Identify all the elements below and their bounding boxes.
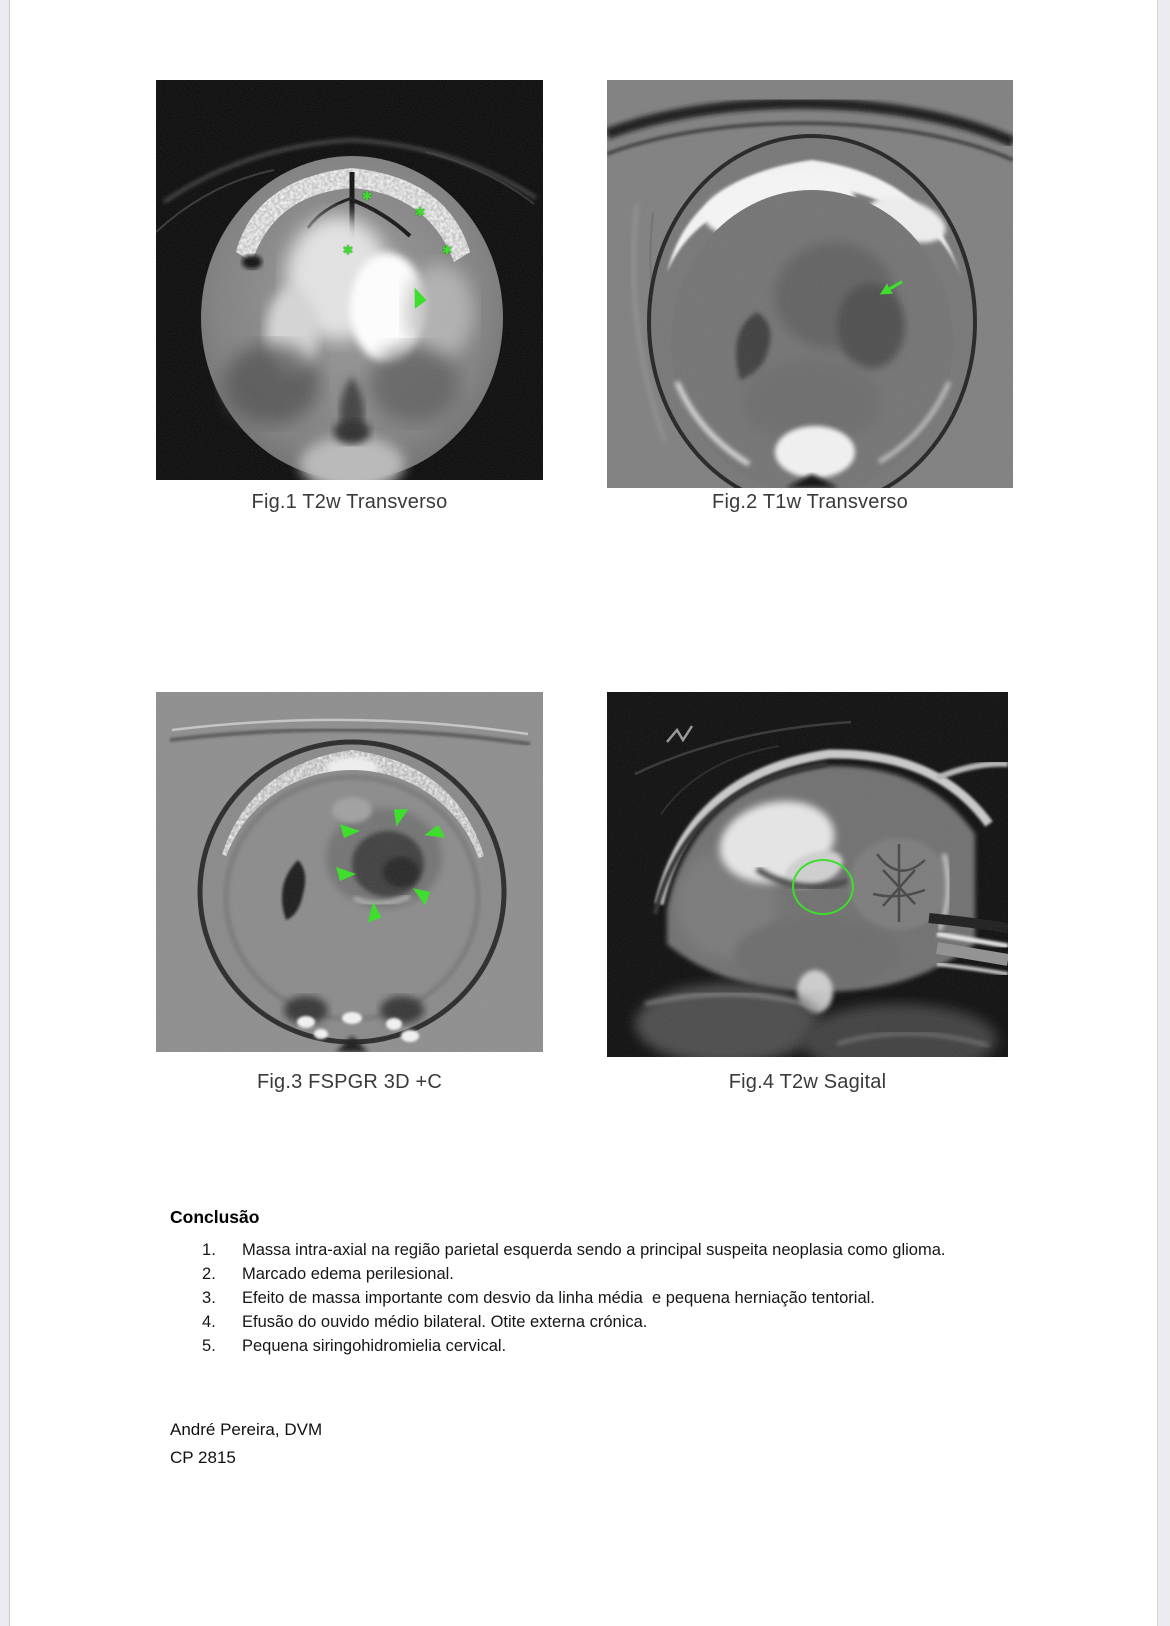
conclusion-item: Massa intra-axial na região parietal esquerda sendo a principal suspeita neoplasia como glioma. [242,1241,946,1259]
mri-t1w-transverse-artwork [607,80,1013,488]
conclusion-item: Efusão do ouvido médio bilateral. Otite externa crónica. [242,1313,648,1331]
conclusion-list [202,1238,1012,1358]
annotation-asterisk-icon: ✱ [441,243,453,259]
figure-1-caption: Fig.1 T2w Transverso [251,491,448,513]
annotation-asterisk-icon: ✱ [361,189,373,205]
page-edge-right [1157,0,1170,1626]
conclusion-item: Pequena siringohidromielia cervical. [242,1337,507,1355]
figure-2-caption: Fig.2 T1w Transverso [712,491,908,513]
conclusion-item: Efeito de massa importante com desvio da linha média e pequena herniação tentorial. [242,1289,875,1307]
figure-3-caption: Fig.3 FSPGR 3D +C [256,1071,443,1093]
signature-credential: CP 2815 [170,1448,236,1467]
conclusion-item: Marcado edema perilesional. [242,1265,454,1283]
signature-name: André Pereira, DVM [170,1420,323,1439]
figure-1-image [156,80,543,480]
mri-fspgr-contrast-artwork [156,692,543,1052]
conclusion-heading: Conclusão [170,1206,260,1227]
annotation-asterisk-icon: ✱ [342,243,354,259]
mri-t2w-transverse-artwork [156,80,543,480]
mri-t2w-sagittal-artwork [607,692,1008,1057]
figure-4-caption: Fig.4 T2w Sagital [728,1071,887,1093]
figure-3-image [156,692,543,1052]
figure-2-image [607,80,1013,488]
figure-4-image [607,692,1008,1057]
annotation-asterisk-icon: ✱ [414,205,426,221]
page-edge-left [0,0,10,1626]
signature-block [170,1416,322,1472]
